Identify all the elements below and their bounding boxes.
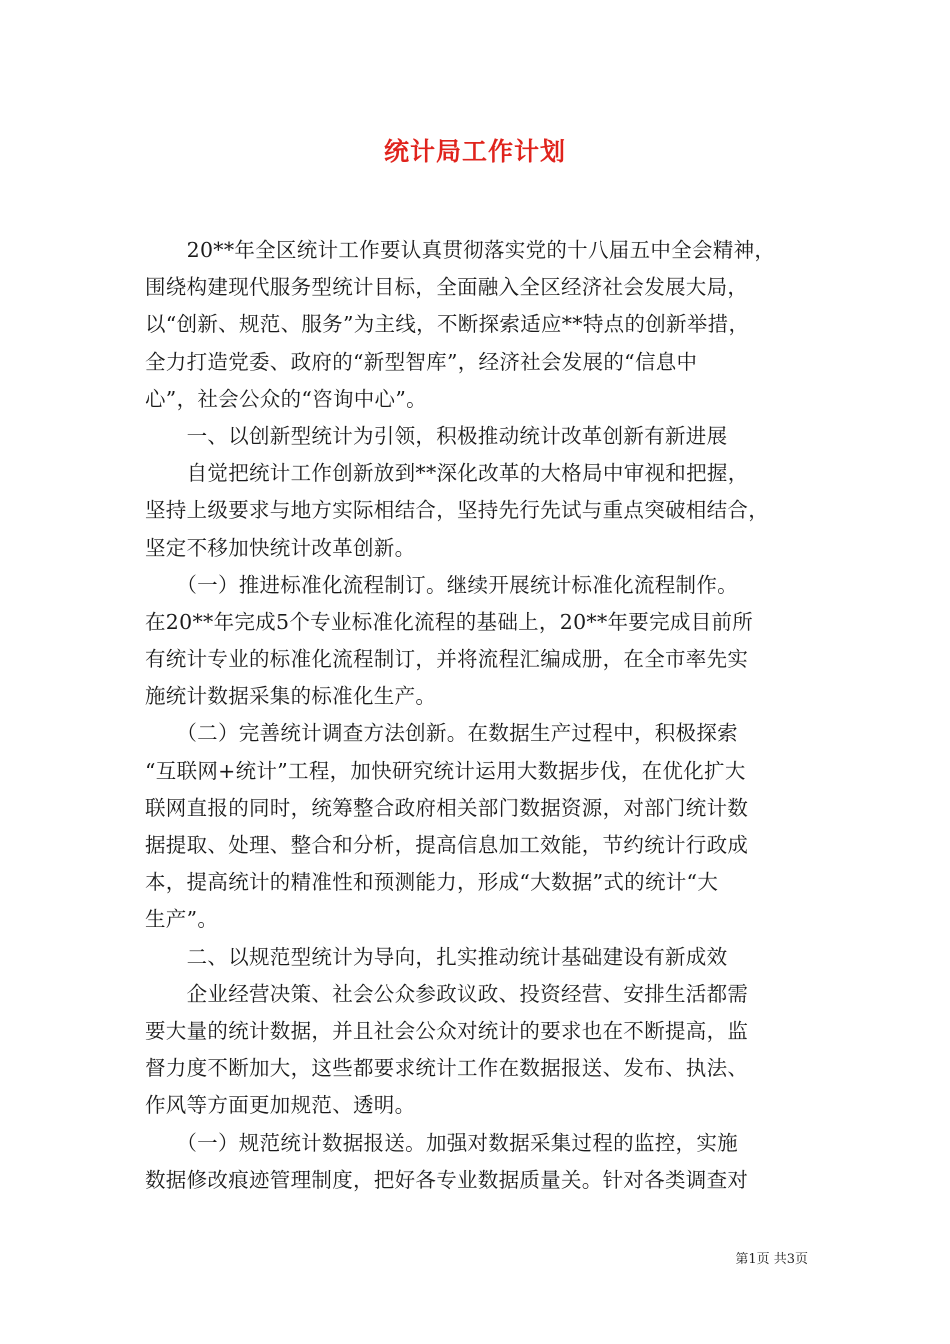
body-line: 在20**年完成5个专业标准化流程的基础上，20**年要完成目前所 (145, 609, 754, 634)
body-line: （一）规范统计数据报送。加强对数据采集过程的监控，实施 (145, 1130, 738, 1155)
body-line: 作风等方面更加规范、透明。 (145, 1093, 416, 1118)
body-line: 本，提高统计的精准性和预测能力，形成“大数据”式的统计“大 (145, 870, 719, 895)
body-line: 坚持上级要求与地方实际相结合，坚持先行先试与重点突破相结合， (145, 498, 769, 523)
body-line: 围绕构建现代服务型统计目标，全面融入全区经济社会发展大局， (145, 275, 749, 300)
body-line: 联网直报的同时，统筹整合政府相关部门数据资源，对部门统计数 (145, 795, 749, 820)
body-line: 有统计专业的标准化流程制订，并将流程汇编成册，在全市率先实 (145, 647, 749, 672)
body-line: 一、以创新型统计为引领，积极推动统计改革创新有新进展 (145, 423, 728, 448)
body-line: （二）完善统计调查方法创新。在数据生产过程中，积极探索 (145, 721, 738, 746)
body-line: 20**年全区统计工作要认真贯彻落实党的十八届五中全会精神， (145, 238, 776, 262)
document-body (145, 232, 810, 1199)
body-line: （一）推进标准化流程制订。继续开展统计标准化流程制作。 (145, 572, 738, 597)
body-line: 自觉把统计工作创新放到**深化改革的大格局中审视和把握， (145, 461, 749, 486)
body-line: 生产”。 (145, 907, 219, 932)
body-line: 企业经营决策、社会公众参政议政、投资经营、安排生活都需 (145, 981, 749, 1006)
body-line: 施统计数据采集的标准化生产。 (145, 684, 437, 709)
body-line: 坚定不移加快统计改革创新。 (145, 535, 416, 560)
document-title: 统计局工作计划 (383, 137, 566, 166)
body-line: 数据修改痕迹管理制度，把好各专业数据质量关。针对各类调查对 (145, 1167, 749, 1192)
body-line: 据提取、处理、整合和分析，提高信息加工效能，节约统计行政成 (145, 833, 749, 857)
body-line: 二、以规范型统计为导向，扎实推动统计基础建设有新成效 (145, 944, 728, 969)
body-line: 要大量的统计数据，并且社会公众对统计的要求也在不断提高，监 (145, 1018, 749, 1043)
body-line: 心”，社会公众的“咨询中心”。 (145, 386, 427, 411)
page-number-footer: 第1页 共3页 (735, 1252, 808, 1267)
body-line: “互联网+统计”工程，加快研究统计运用大数据步伐，在优化扩大 (145, 758, 746, 783)
body-line: 以“创新、规范、服务”为主线，不断探索适应**特点的创新举措， (145, 312, 750, 337)
body-line: 督力度不断加大，这些都要求统计工作在数据报送、发布、执法、 (145, 1056, 749, 1081)
body-line: 全力打造党委、政府的“新型智库”，经济社会发展的“信息中 (145, 349, 698, 374)
